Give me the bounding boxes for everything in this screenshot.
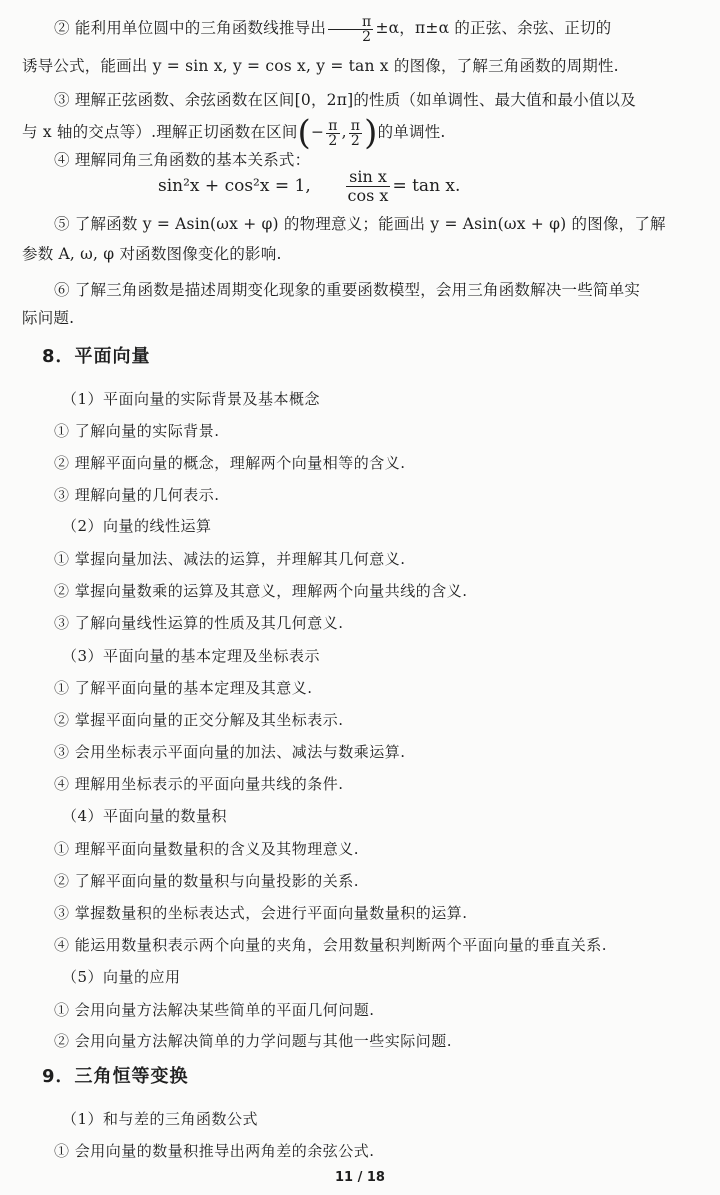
paragraph-6: ⑥ 了解三角函数是描述周期变化现象的重要函数模型，会用三角函数解决一些简单实 [54,281,641,299]
list-item: （2）向量的线性运算 [62,517,212,535]
list-item: ① 会用向量的数量积推导出两角差的余弦公式. [54,1142,375,1160]
list-item: （1）平面向量的实际背景及基本概念 [62,390,321,408]
neg-pi-over-2-fraction: $\frac{\pi}{2}$ [328,117,338,149]
list-item: ② 掌握向量数乘的运算及其意义，理解两个向量共线的含义. [54,582,468,600]
list-item: ③ 了解向量线性运算的性质及其几何意义. [54,614,344,632]
left-paren-icon: ( [297,113,311,153]
list-item: ① 了解向量的实际背景. [54,422,220,440]
paragraph-3 [22,86,698,115]
list-item: ② 了解平面向量的数量积与向量投影的关系. [54,872,360,890]
paragraph-6-cont: 际问题. [22,309,75,327]
p3-text-c: 与 x 轴的交点等）.理解正切函数在区间 [22,123,298,141]
paragraph-3-cont: 与 x 轴的交点等）.理解正切函数在区间(− $\frac{\pi}{2}$ , $\frac{\pi}{2}$ )的单调性. [22,113,446,153]
page-number: 11 / 18 [335,1170,385,1185]
list-item: ③ 理解向量的几何表示. [54,486,220,504]
list-item: ① 掌握向量加法、减法的运算，并理解其几何意义. [54,550,406,568]
p3-text-b: 的性质（如单调性、最大值和最小值以及 [353,91,636,109]
identity-formula [158,168,460,205]
formula-right: = tan x. [392,176,461,196]
list-item: ② 会用向量方法解决简单的力学问题与其他一些实际问题. [54,1032,453,1050]
list-item: （1）和与差的三角函数公式 [62,1110,259,1128]
paragraph-4: ④ 理解同角三角函数的基本关系式： [54,151,311,169]
sin-over-cos-fraction: $\frac{\text{sin x}}{\text{cos x}}$ [347,167,389,205]
p2-text-a: ② 能利用单位圆中的三角函数线推导出 [54,19,327,37]
list-item: ④ 能运用数量积表示两个向量的夹角，会用数量积判断两个平面向量的垂直关系. [54,936,608,954]
list-item: ② 理解平面向量的概念，理解两个向量相等的含义. [54,454,406,472]
pi-over-2-fraction: $\frac{\pi}{2}$ [328,15,373,44]
list-item: ① 了解平面向量的基本定理及其意义. [54,679,313,697]
pi-over-2-fraction-b: $\frac{\pi}{2}$ [350,117,361,149]
list-item: （4）平面向量的数量积 [62,807,228,825]
p3-text-d: 的单调性. [377,123,446,141]
p3-interval: [0，2π] [294,91,354,109]
list-item: ① 理解平面向量数量积的含义及其物理意义. [54,840,360,858]
formula-left: sin²x + cos²x = 1, [158,176,311,196]
list-item: ④ 理解用坐标表示的平面向量共线的条件. [54,775,344,793]
section-8-heading: 8．平面向量 [42,346,151,367]
section-9-heading: 9．三角恒等变换 [42,1066,189,1087]
paragraph-5: ⑤ 了解函数 y = Asin(ωx + φ) 的物理意义；能画出 y = Asin(ωx + φ) 的图像，了解 [54,215,666,233]
p3-text-a: ③ 理解正弦函数、余弦函数在区间 [54,91,295,109]
list-item: （5）向量的应用 [62,968,181,986]
list-item: ③ 会用坐标表示平面向量的加法、减法与数乘运算. [54,743,406,761]
paragraph-5-cont: 参数 A, ω, φ 对函数图像变化的影响. [22,245,282,263]
right-paren-icon: ) [364,113,378,153]
paragraph-2 [22,14,698,44]
p2-text-b: ±α，π±α 的正弦、余弦、正切的 [375,19,612,37]
list-item: ② 掌握平面向量的正交分解及其坐标表示. [54,711,344,729]
paragraph-2-cont: 诱导公式，能画出 y = sin x, y = cos x, y = tan x 的图像，了解三角函数的周期性. [22,57,619,75]
list-item: ① 会用向量方法解决某些简单的平面几何问题. [54,1001,375,1019]
list-item: ③ 掌握数量积的坐标表达式，会进行平面向量数量积的运算. [54,904,468,922]
list-item: （3）平面向量的基本定理及坐标表示 [62,647,321,665]
